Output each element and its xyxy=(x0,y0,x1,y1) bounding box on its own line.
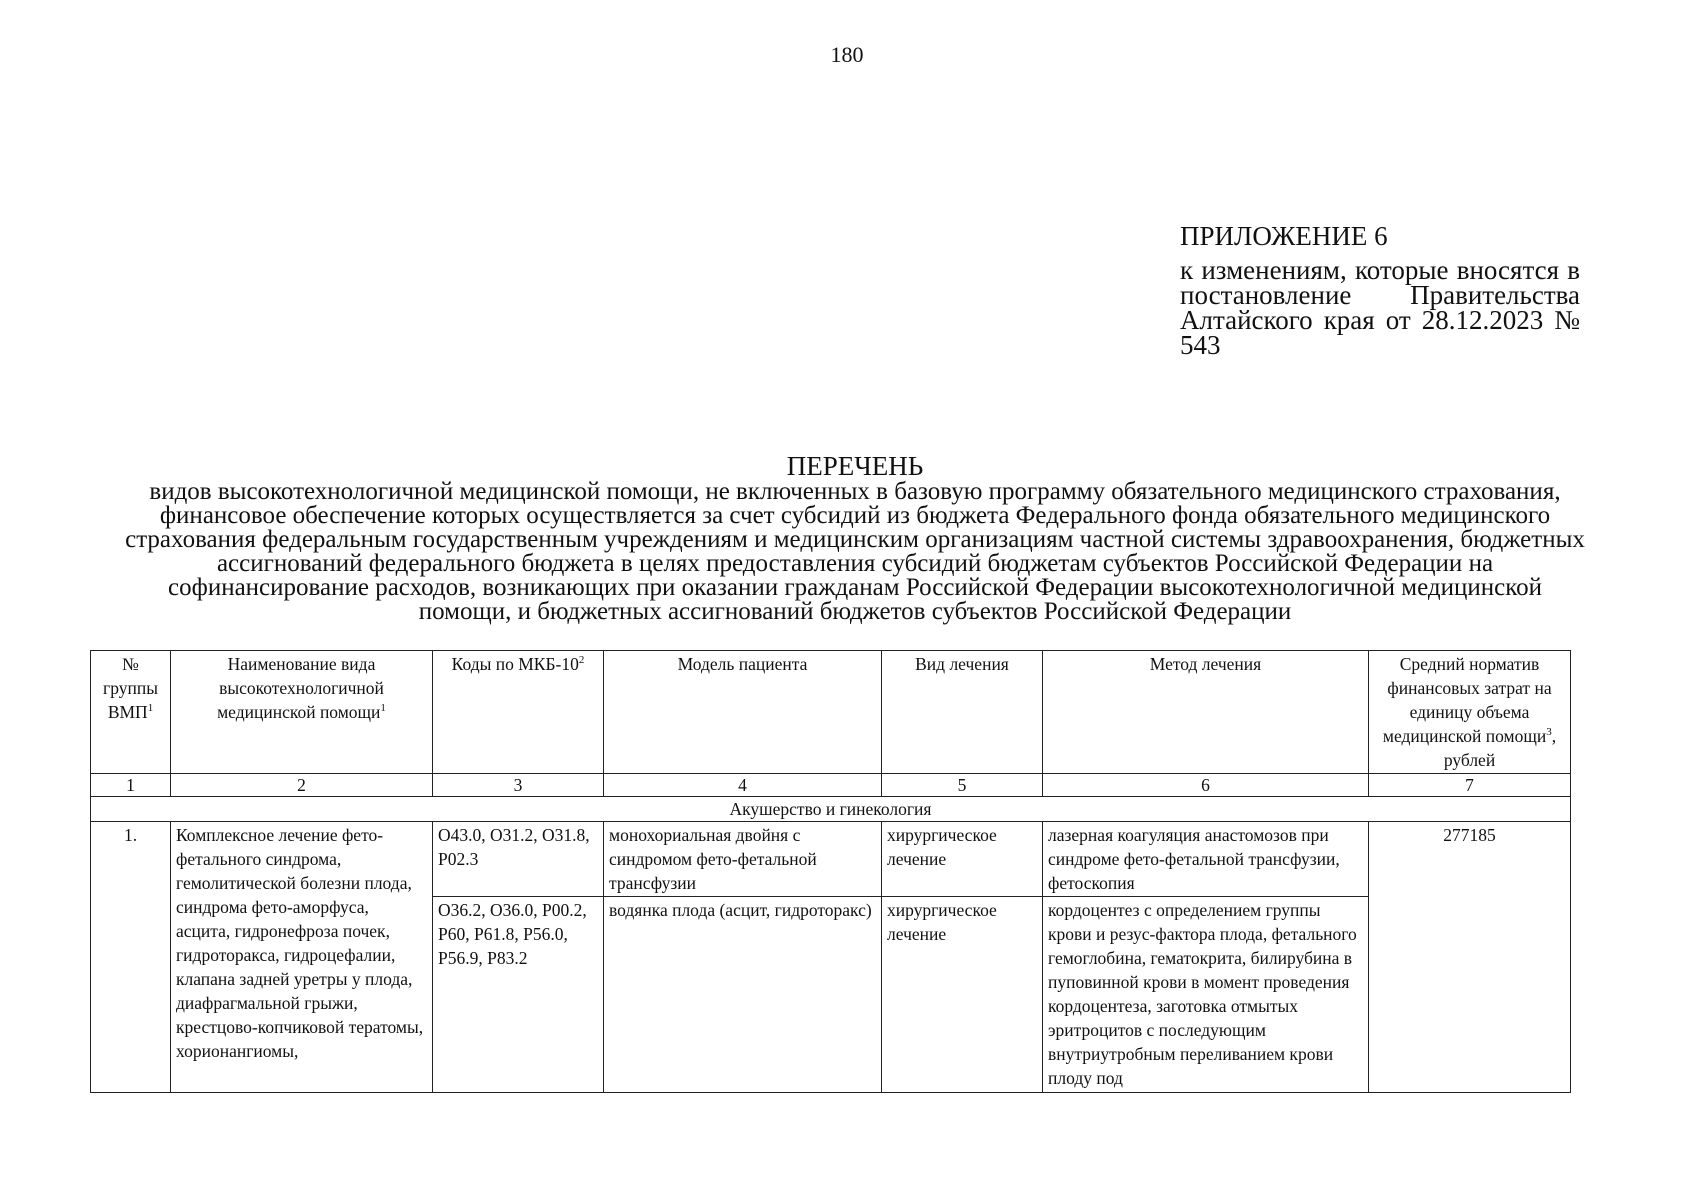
section-title: Акушерство и гинекология xyxy=(91,797,1571,822)
treatment-method: кордоцентез с определением группы крови и резус-фактора плода, фетального гемоглобина, гематокрита, билирубина в пуповинной крови в момент проведения кордоцентеза, заготовка отмытых эритроцитов с последующим внутриутробным переливанием крови плоду под xyxy=(1043,897,1369,1093)
document-subtitle: видов высокотехнологичной медицинской помощи, не включенных в базовую программу обязательного медицинского страхования, финансовое обеспечение которых осуществляется за счет субсидий из бюджета Федерального фонда обязательного медицинского страхования федеральным государственным учреждениям и медицинским организациям частной системы здравоохранения, бюджетных ассигнований федерального бюджета в целях предоставления субсидий бюджетам субъектов Российской Федерации на софинансирование расходов, возникающих при оказании гражданам Российской Федерации высокотехнологичной медицинской помощи, и бюджетных ассигнований бюджетов субъектов Российской Федерации xyxy=(125,478,1585,625)
icd-codes: O43.0, O31.2, O31.8, P02.3 xyxy=(433,822,604,897)
header-cell-method: Метод лечения xyxy=(1043,651,1369,774)
cost-value: 277185 xyxy=(1369,822,1571,1093)
section-row xyxy=(91,797,1571,822)
header-cell-model: Модель пациента xyxy=(604,651,882,774)
appendix-block xyxy=(1180,220,1580,358)
page-number: 180 xyxy=(830,42,864,67)
column-number: 4 xyxy=(604,774,882,797)
treatment-type: хирургическое лечение xyxy=(882,822,1043,897)
treatment-method: лазерная коагуляция анастомозов при синдроме фето-фетальной трансфузии, фетоскопия xyxy=(1043,822,1369,897)
treatment-type: хирургическое лечение xyxy=(882,897,1043,1093)
service-name: Комплексное лечение фето-фетального синдрома, гемолитической болезни плода, синдрома фето-аморфуса, асцита, гидронефроза почек, гидроторакса, гидроцефалии, клапана задней уретры у плода, диафрагмальной грыжи, крестцово-копчиковой тератомы, хорионангиомы, xyxy=(171,822,433,1093)
header-cell-group: № группы ВМП$^1$ xyxy=(91,651,171,774)
column-number: 3 xyxy=(433,774,604,797)
column-number: 2 xyxy=(171,774,433,797)
column-number: 6 xyxy=(1043,774,1369,797)
column-number-row xyxy=(91,774,1571,797)
column-number: 5 xyxy=(882,774,1043,797)
document-title: ПЕРЕЧЕНЬ xyxy=(786,451,924,481)
header-cell-name: Наименование вида высокотехнологичной медицинской помощи$^1$ xyxy=(171,651,433,774)
services-table xyxy=(90,650,1571,1093)
table-header-row xyxy=(91,651,1571,774)
header-cell-codes: Коды по МКБ-$10^2$ xyxy=(433,651,604,774)
appendix-text: к изменениям, которые вносятся в постановление Правительства Алтайского края от 28.12.2023 № 543 xyxy=(1180,255,1580,360)
patient-model: монохориальная двойня с синдромом фето-фетальной трансфузии xyxy=(604,822,882,897)
header-cell-treatment-type: Вид лечения xyxy=(882,651,1043,774)
header-cell-cost: Средний норматив финансовых затрат на единицу объема медицинской помощи$^3$, рублей xyxy=(1369,651,1571,774)
patient-model: водянка плода (асцит, гидроторакс) xyxy=(604,897,882,1093)
appendix-title: ПРИЛОЖЕНИЕ 6 xyxy=(1180,221,1388,251)
table-row xyxy=(91,822,1571,897)
document-title-block xyxy=(120,452,1590,624)
column-number: 7 xyxy=(1369,774,1571,797)
group-number: 1. xyxy=(91,822,171,1093)
column-number: 1 xyxy=(91,774,171,797)
icd-codes: O36.2, O36.0, P00.2, P60, P61.8, P56.0, P56.9, P83.2 xyxy=(433,897,604,1093)
